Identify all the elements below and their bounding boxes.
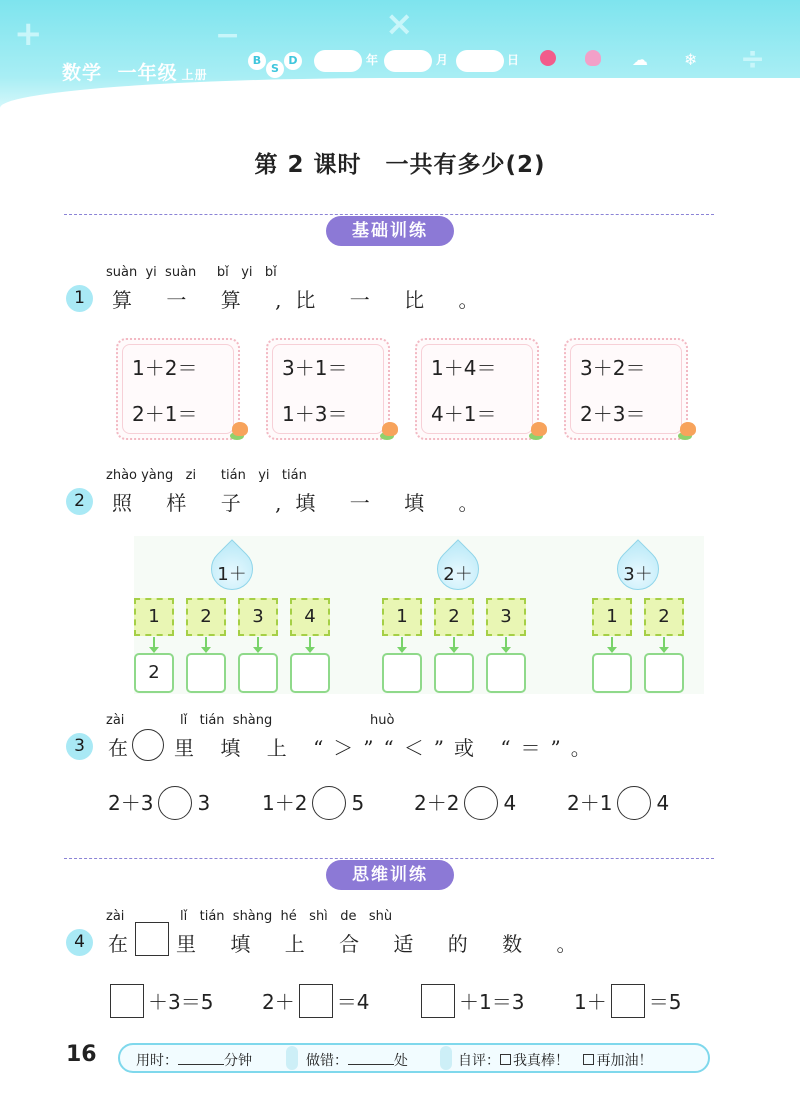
q1-number: 1 xyxy=(66,285,93,312)
q1-equation[interactable]: 1＋4＝ xyxy=(431,356,497,380)
section-tag-thinking: 思维训练 xyxy=(326,860,454,890)
section-tag-basic: 基础训练 xyxy=(326,216,454,246)
day-label: 日 xyxy=(507,53,520,67)
q3-right: 4 xyxy=(656,791,670,815)
q2-input-number: 2 xyxy=(434,598,474,636)
q3-comparison xyxy=(414,787,516,822)
time-field xyxy=(136,1050,252,1070)
q1-equation[interactable]: 2＋1＝ xyxy=(132,402,198,426)
footer-separator xyxy=(440,1046,452,1070)
q3-instruction-prefix: 在 xyxy=(108,736,142,760)
q2-answer-box[interactable] xyxy=(486,653,526,693)
minus-decoration: − xyxy=(215,18,241,53)
plus-decoration: + xyxy=(14,14,43,54)
bsd-logo-d: D xyxy=(284,52,302,70)
q3-comparison xyxy=(567,787,669,822)
q2-input-number: 1 xyxy=(134,598,174,636)
divide-decoration: ÷ xyxy=(740,42,766,77)
month-label: 月 xyxy=(436,53,449,67)
time-input[interactable] xyxy=(178,1053,224,1065)
q2-input-number: 2 xyxy=(644,598,684,636)
down-arrow-icon xyxy=(663,637,665,649)
q4-instruction-prefix: 在 xyxy=(108,932,142,956)
time-unit: 分钟 xyxy=(224,1053,252,1069)
q3-pinyin-zai: zài xyxy=(106,713,125,728)
weather-rain-icon[interactable]: ☁ xyxy=(632,50,648,69)
volume-label: 上册 xyxy=(181,68,208,82)
q3-pinyin-middle: lǐ tián shàng xyxy=(180,713,273,728)
q2-input-number: 2 xyxy=(186,598,226,636)
section-divider xyxy=(64,858,714,859)
month-input[interactable] xyxy=(384,50,432,72)
year-input[interactable] xyxy=(314,50,362,72)
try-again-checkbox[interactable] xyxy=(583,1054,594,1065)
q4-number: 4 xyxy=(66,929,93,956)
great-label: 我真棒！ xyxy=(513,1053,569,1069)
q1-equation[interactable]: 2＋3＝ xyxy=(580,402,646,426)
q1-equation[interactable]: 1＋3＝ xyxy=(282,402,348,426)
q4-equation xyxy=(262,986,369,1021)
q4-after: ＝4 xyxy=(336,990,370,1014)
q3-pinyin-huo: huò xyxy=(370,713,395,728)
q4-equation xyxy=(574,986,681,1021)
q3-comparison xyxy=(262,787,364,822)
q4-answer-box[interactable] xyxy=(611,984,645,1018)
q3-circle-example xyxy=(132,729,164,761)
q1-card xyxy=(266,338,390,440)
q3-answer-circle[interactable] xyxy=(617,786,651,820)
q4-pinyin-zai: zài xyxy=(106,909,125,924)
q2-drop-label: 2＋ xyxy=(443,564,473,585)
errors-field xyxy=(306,1050,408,1070)
q3-left: 1＋2 xyxy=(262,791,308,815)
weather-snow-icon[interactable]: ❄ xyxy=(684,50,698,69)
q2-answer-box[interactable]: 2 xyxy=(134,653,174,693)
q4-answer-box[interactable] xyxy=(110,984,144,1018)
q2-number: 2 xyxy=(66,488,93,515)
flower-icon xyxy=(531,422,547,436)
down-arrow-icon xyxy=(505,637,507,649)
q2-drop-label: 1＋ xyxy=(217,564,247,585)
q2-answer-box[interactable] xyxy=(592,653,632,693)
q2-answer-box[interactable] xyxy=(644,653,684,693)
q1-card xyxy=(415,338,539,440)
q1-instruction: 算 一 算 ,比 一 比 。 xyxy=(112,288,493,312)
q2-answer-box[interactable] xyxy=(382,653,422,693)
q4-before: 2＋ xyxy=(262,990,295,1014)
bsd-logo-b: B xyxy=(248,52,266,70)
q2-answer-box[interactable] xyxy=(238,653,278,693)
q4-answer-box[interactable] xyxy=(299,984,333,1018)
flower-icon xyxy=(382,422,398,436)
errors-input[interactable] xyxy=(348,1053,394,1065)
weather-cloudy-icon[interactable] xyxy=(585,50,601,66)
footer-separator xyxy=(286,1046,298,1070)
flower-icon xyxy=(680,422,696,436)
q3-comparison xyxy=(108,787,210,822)
q3-left: 2＋2 xyxy=(414,791,460,815)
page-number: 16 xyxy=(66,1042,97,1067)
down-arrow-icon xyxy=(453,637,455,649)
self-eval-label: 自评： xyxy=(458,1053,500,1069)
down-arrow-icon xyxy=(611,637,613,649)
q2-pinyin: zhào yàng zi tián yi tián xyxy=(106,468,307,483)
q3-right: 4 xyxy=(503,791,517,815)
section-divider xyxy=(64,214,714,215)
grade-label: 一年级 xyxy=(117,62,178,84)
great-checkbox[interactable] xyxy=(500,1054,511,1065)
day-input[interactable] xyxy=(456,50,504,72)
down-arrow-icon xyxy=(205,637,207,649)
q2-input-number: 4 xyxy=(290,598,330,636)
q4-before: 1＋ xyxy=(574,990,607,1014)
q3-answer-circle[interactable] xyxy=(158,786,192,820)
errors-unit: 处 xyxy=(394,1053,408,1069)
year-label: 年 xyxy=(366,53,379,67)
q1-equation[interactable]: 4＋1＝ xyxy=(431,402,497,426)
q3-answer-circle[interactable] xyxy=(464,786,498,820)
header-subject-grade xyxy=(62,58,208,85)
q1-card xyxy=(116,338,240,440)
errors-label: 做错： xyxy=(306,1053,348,1069)
q3-instruction: 里 填 上 “＞”“＜”或 “＝”。 xyxy=(174,736,601,760)
q2-answer-box[interactable] xyxy=(434,653,474,693)
q3-number: 3 xyxy=(66,733,93,760)
down-arrow-icon xyxy=(153,637,155,649)
q2-drop-label: 3＋ xyxy=(623,564,653,585)
q4-after: ＋1＝3 xyxy=(459,990,525,1014)
q2-input-number: 1 xyxy=(382,598,422,636)
q4-equation xyxy=(417,986,524,1021)
q2-input-number: 3 xyxy=(238,598,278,636)
weather-sunny-icon[interactable] xyxy=(540,50,556,66)
time-label: 用时： xyxy=(136,1053,178,1069)
q4-instruction: 里 填 上 合 适 的 数 。 xyxy=(176,932,591,956)
q2-answer-box[interactable] xyxy=(290,653,330,693)
q1-card xyxy=(564,338,688,440)
down-arrow-icon xyxy=(257,637,259,649)
down-arrow-icon xyxy=(309,637,311,649)
down-arrow-icon xyxy=(401,637,403,649)
self-eval-field xyxy=(458,1050,652,1070)
q2-input-number: 3 xyxy=(486,598,526,636)
q1-equation[interactable]: 1＋2＝ xyxy=(132,356,198,380)
q3-right: 5 xyxy=(351,791,365,815)
q4-equation xyxy=(106,986,213,1021)
bsd-logo-s: S xyxy=(266,60,284,78)
q3-answer-circle[interactable] xyxy=(312,786,346,820)
q3-left: 2＋3 xyxy=(108,791,154,815)
q1-pinyin: suàn yi suàn bǐ yi bǐ xyxy=(106,265,277,280)
q3-right: 3 xyxy=(197,791,211,815)
times-decoration: × xyxy=(385,4,414,44)
lesson-title: 第 2 课时 一共有多少(2) xyxy=(254,152,546,178)
q2-input-number: 1 xyxy=(592,598,632,636)
q3-left: 2＋1 xyxy=(567,791,613,815)
q2-answer-box[interactable] xyxy=(186,653,226,693)
subject-label: 数学 xyxy=(62,62,103,84)
q4-answer-box[interactable] xyxy=(421,984,455,1018)
q1-equation[interactable]: 3＋1＝ xyxy=(282,356,348,380)
q4-pinyin: lǐ tián shàng hé shì de shù xyxy=(180,909,393,924)
q1-equation[interactable]: 3＋2＝ xyxy=(580,356,646,380)
q4-after: ＋3＝5 xyxy=(148,990,214,1014)
flower-icon xyxy=(232,422,248,436)
q4-after: ＝5 xyxy=(648,990,682,1014)
q2-instruction: 照 样 子 ,填 一 填 。 xyxy=(112,491,493,515)
try-again-label: 再加油！ xyxy=(596,1053,653,1069)
q4-square-example xyxy=(135,922,169,956)
